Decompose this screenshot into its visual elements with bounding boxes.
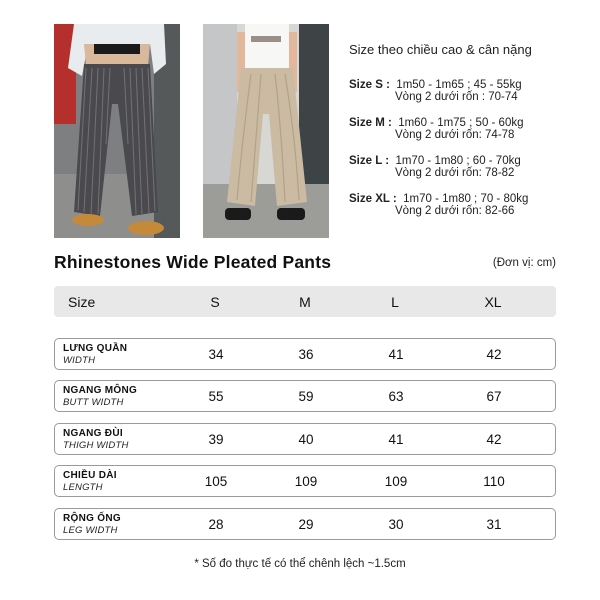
- header-xl: XL: [484, 293, 502, 310]
- size-guide-size: Size L :: [349, 155, 390, 167]
- cell-m: 59: [298, 388, 314, 404]
- row-sublabel: LENGTH: [63, 482, 103, 493]
- header-size: Size: [68, 293, 96, 310]
- size-guide-item-xl: [349, 193, 579, 217]
- cell-xl: 42: [486, 346, 502, 362]
- cell-xl: 31: [486, 516, 502, 532]
- row-label: CHIỀU DÀI: [63, 470, 117, 481]
- header-s: S: [210, 293, 220, 310]
- product-photo-gray-pants: [54, 24, 180, 238]
- cell-xl: 67: [486, 388, 502, 404]
- cell-m: 109: [294, 473, 318, 489]
- cell-l: 30: [388, 516, 404, 532]
- row-label: NGANG MÔNG: [63, 385, 138, 396]
- size-guide-size: Size S :: [349, 79, 390, 91]
- table-row: [54, 508, 556, 540]
- cell-l: 41: [388, 431, 404, 447]
- size-guide-item-m: [349, 117, 579, 141]
- cell-s: 34: [208, 346, 224, 362]
- size-guide-title: Size theo chiều cao & cân nặng: [349, 42, 532, 57]
- row-sublabel: THIGH WIDTH: [63, 440, 129, 451]
- table-row: [54, 465, 556, 497]
- cell-s: 105: [204, 473, 228, 489]
- cell-l: 109: [384, 473, 408, 489]
- size-guide-waist: Vòng 2 dưới rốn: 78-82: [395, 167, 515, 179]
- cell-l: 63: [388, 388, 404, 404]
- row-label: RỘNG ỐNG: [63, 513, 121, 524]
- cell-xl: 42: [486, 431, 502, 447]
- cell-m: 40: [298, 431, 314, 447]
- footnote: * Số đo thực tế có thể chênh lệch ~1.5cm: [194, 558, 406, 570]
- row-label: NGANG ĐÙI: [63, 428, 123, 439]
- header-l: L: [391, 293, 399, 310]
- size-guide-item-s: [349, 79, 579, 103]
- size-guide-size: Size M :: [349, 117, 392, 129]
- size-guide-measure: 1m70 - 1m80 ; 70 - 80kg: [403, 193, 529, 205]
- size-guide: [349, 42, 579, 231]
- table-row: [54, 338, 556, 370]
- size-guide-item-l: [349, 155, 579, 179]
- size-guide-waist: Vòng 2 dưới rốn: 74-78: [395, 129, 515, 141]
- size-guide-waist: Vòng 2 dưới rốn: 82-66: [395, 205, 515, 217]
- cell-l: 41: [388, 346, 404, 362]
- size-guide-measure: 1m70 - 1m80 ; 60 - 70kg: [395, 155, 521, 167]
- table-header: [54, 286, 556, 317]
- header-m: M: [299, 293, 311, 310]
- table-row: [54, 423, 556, 455]
- product-title: Rhinestones Wide Pleated Pants: [54, 252, 332, 272]
- cell-m: 29: [298, 516, 314, 532]
- product-photo-beige-pants: [203, 24, 329, 238]
- size-guide-size: Size XL :: [349, 193, 397, 205]
- cell-s: 55: [208, 388, 224, 404]
- row-sublabel: BUTT WIDTH: [63, 397, 124, 408]
- cell-s: 28: [208, 516, 224, 532]
- unit-label: (Đơn vị: cm): [492, 257, 556, 269]
- cell-xl: 110: [483, 473, 505, 489]
- row-label: LƯNG QUẦN: [63, 343, 128, 354]
- cell-s: 39: [208, 431, 224, 447]
- table-row: [54, 380, 556, 412]
- cell-m: 36: [298, 346, 314, 362]
- size-guide-measure: 1m50 - 1m65 ; 45 - 55kg: [396, 79, 522, 91]
- row-sublabel: WIDTH: [63, 355, 96, 366]
- size-guide-measure: 1m60 - 1m75 ; 50 - 60kg: [398, 117, 524, 129]
- size-guide-waist: Vòng 2 dưới rốn : 70-74: [395, 91, 518, 103]
- row-sublabel: LEG WIDTH: [63, 525, 118, 536]
